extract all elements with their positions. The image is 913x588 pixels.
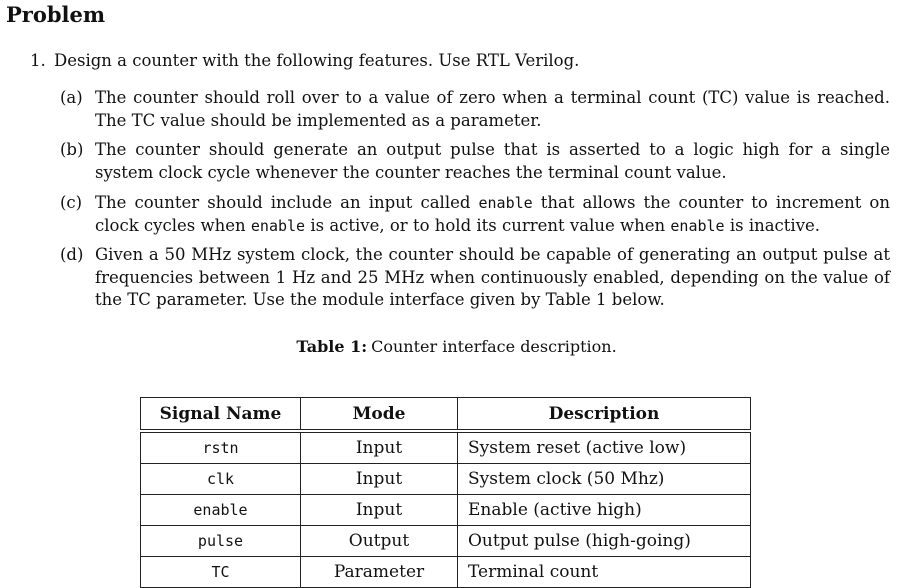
code-enable-2: enable [250, 216, 306, 235]
part-d-label: (d) [60, 245, 84, 264]
description-cell: System reset (active low) [458, 431, 751, 464]
part-c-text-4: is inactive. [724, 215, 821, 235]
table-row [141, 557, 751, 588]
part-a-label: (a) [60, 88, 83, 107]
question-text: Design a counter with the following features. Use RTL Verilog. [54, 51, 580, 70]
part-c-text-2: that allows the counter to increment on clock cycles when [95, 193, 890, 235]
part-c [60, 192, 890, 237]
table-caption-label: Table 1: [296, 337, 368, 356]
part-c-label: (c) [60, 193, 83, 212]
signal-name-cell: enable [141, 495, 301, 526]
table-row [141, 431, 751, 464]
mode-cell: Input [301, 464, 458, 495]
interface-table [140, 397, 751, 588]
header-mode: Mode [301, 398, 458, 432]
signal-name-cell: rstn [141, 431, 301, 464]
question-1 [30, 51, 579, 70]
question-number: 1. [30, 51, 46, 70]
mode-cell: Output [301, 526, 458, 557]
table-caption-text: Counter interface description. [371, 337, 617, 356]
signal-name-cell: TC [141, 557, 301, 588]
table-caption [0, 337, 913, 356]
description-cell: Enable (active high) [458, 495, 751, 526]
part-b-label: (b) [60, 140, 84, 159]
description-cell: Output pulse (high-going) [458, 526, 751, 557]
part-a-text: The counter should roll over to a value of zero when a terminal count (TC) value is reached. The TC value should be implemented as a parameter. [95, 88, 890, 130]
header-signal-name: Signal Name [141, 398, 301, 432]
table-row [141, 464, 751, 495]
part-d [60, 244, 890, 312]
mode-cell: Parameter [301, 557, 458, 588]
signal-name-cell: pulse [141, 526, 301, 557]
page-heading: Problem [6, 2, 106, 27]
header-description: Description [458, 398, 751, 432]
part-d-text: Given a 50 MHz system clock, the counter should be capable of generating an output pulse at frequencies between 1 Hz and 25 MHz when continuously enabled, depending on the value of the TC parameter. Use the module interface given by Table 1 below. [95, 245, 890, 309]
part-b-text: The counter should generate an output pulse that is asserted to a logic high for a single system clock cycle whenever the counter reaches the terminal count value. [95, 140, 890, 182]
description-cell: Terminal count [458, 557, 751, 588]
table-header-row [141, 398, 751, 432]
description-cell: System clock (50 Mhz) [458, 464, 751, 495]
mode-cell: Input [301, 431, 458, 464]
code-enable-1: enable [478, 194, 533, 212]
table-row [141, 495, 751, 526]
table-row [141, 526, 751, 557]
part-c-text [95, 192, 890, 237]
signal-name-cell: clk [141, 464, 301, 495]
part-b [60, 139, 890, 184]
part-c-text-1: The counter should include an input called [95, 193, 479, 212]
part-c-text-3: is active, or to hold its current value when [305, 215, 671, 235]
mode-cell: Input [301, 495, 458, 526]
part-a [60, 87, 890, 132]
code-enable-3: enable [670, 216, 725, 235]
